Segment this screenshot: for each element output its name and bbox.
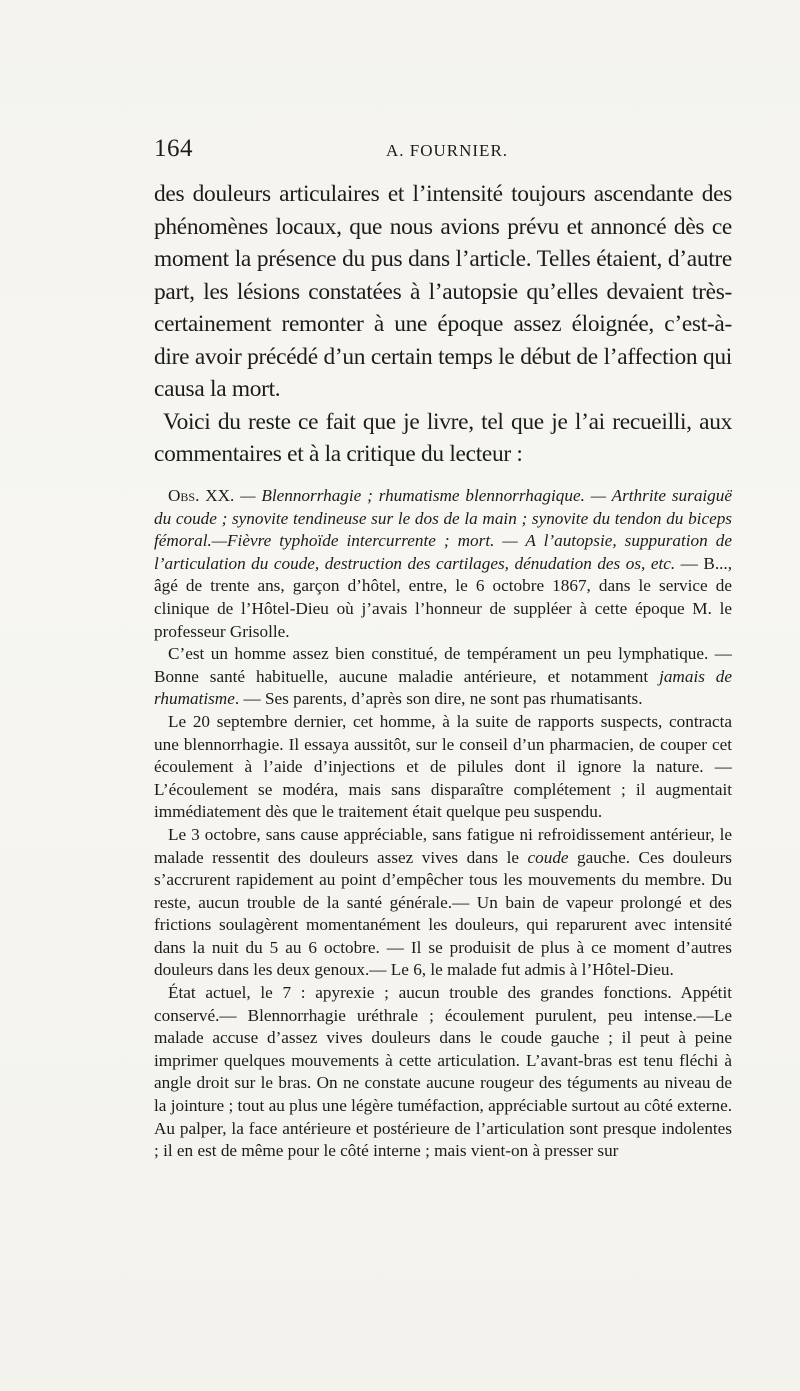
paragraph-onset-italic: coude (527, 847, 569, 867)
paragraph-constitution-end: . — Ses parents, d’après son dire, ne sont pas rhumatisants. (234, 689, 643, 709)
page-header (154, 135, 728, 169)
paragraph-current-state: État actuel, le 7 : apyrexie ; aucun trouble des grandes fonctions. Appétit conservé.— Blennorrhagie uréthrale ; écoulement purulent, peu intense.—Le malade accuse d’assez vives douleurs dans le coude gauche ; il peut à peine imprimer quelques mouvements à cette articulation. L’avant-bras est tenu fléchi à angle droit sur le bras. On ne constate aucune rougeur des téguments au niveau de la jointure ; tout au plus une légère tuméfaction, appréciable surtout au côté externe. Au palper, la face antérieure et postérieure de l’articulation sont presque indolentes ; il en est de même pour le côté interne ; mais vient-on à presser sur (154, 983, 732, 1161)
page-number: 164 (154, 135, 193, 162)
observation-label: Obs. XX. (168, 486, 235, 505)
paragraph-constitution-italic: jamais de rhumatisme (154, 666, 732, 709)
running-head: A. FOURNIER. (386, 141, 509, 160)
observation-intro: — B..., âgé de trente ans, garçon d’hôtel, entre, le 6 octobre 1867, dans le service de clinique de l’Hôtel-Dieu où j’avais l’honneur de suppléer à cette époque M. le professeur Grisolle. (154, 553, 733, 641)
paragraph-onset-end: gauche. Ces douleurs s’accrurent rapidement au point d’empêcher tous les mouvements du membre. Du reste, aucun trouble de la santé générale.— Un bain de vapeur prolongé et des frictions soulagèrent momentanément les douleurs, qui reparurent avec intensité dans la nuit du 5 au 6 octobre. — Il se produisit de plus à ce moment d’autres douleurs dans les deux genoux.— Le 6, le malade fut admis à l’Hôtel-Dieu. (154, 847, 732, 980)
paragraph-1: des douleurs articulaires et l’intensité toujours ascendante des phénomènes locaux, que nous avions prévu et annoncé dès ce moment la présence du pus dans l’article. Telles étaient, d’autre part, les lésions constatées à l’autopsie qu’elles devaient très-certainement remonter à une époque assez éloignée, c’est-à-dire avoir précédé d’un certain temps le début de l’affection qui causa la mort. (154, 181, 732, 402)
paragraph-history: Le 20 septembre dernier, cet homme, à la suite de rapports suspects, contracta une blennorrhagie. Il essaya aussitôt, sur le conseil d’un pharmacien, de couper cet écoulement à l’aide d’injections et de pilules dont il ignore la nature. — L’écoulement se modéra, mais sans disparaître complétement ; il augmentait immédiatement dès que le traitement était quelque peu suspendu. (154, 711, 732, 822)
paragraph-constitution-start: C’est un homme assez bien constitué, de tempérament un peu lymphatique. — Bonne santé habituelle, aucune maladie antérieure, et notamment (154, 644, 732, 686)
observation-title: — Blennorrhagie ; rhumatisme blennorrhagique. — Arthrite suraiguë du coude ; synovite tendineuse sur le dos de la main ; synovite du tendon du biceps fémoral.—Fièvre typhoïde intercurrente ; mort. — A l’autopsie, suppuration de l’articulation du coude, destruction des cartilages, dénudation des os, etc. (154, 486, 732, 573)
paragraph-constitution (154, 643, 732, 711)
main-text (154, 178, 732, 471)
paragraph-onset-start: Le 3 octobre, sans cause appréciable, sans fatigue ni refroidissement antérieur, le malade ressentit des douleurs assez vives dans le (154, 824, 732, 867)
observation-heading (154, 485, 732, 643)
paragraph-onset (154, 824, 732, 982)
paragraph-2: Voici du reste ce fait que je livre, tel que je l’ai recueilli, aux commentaires et à la critique du lecteur : (154, 408, 732, 467)
observation-text (154, 485, 732, 1163)
